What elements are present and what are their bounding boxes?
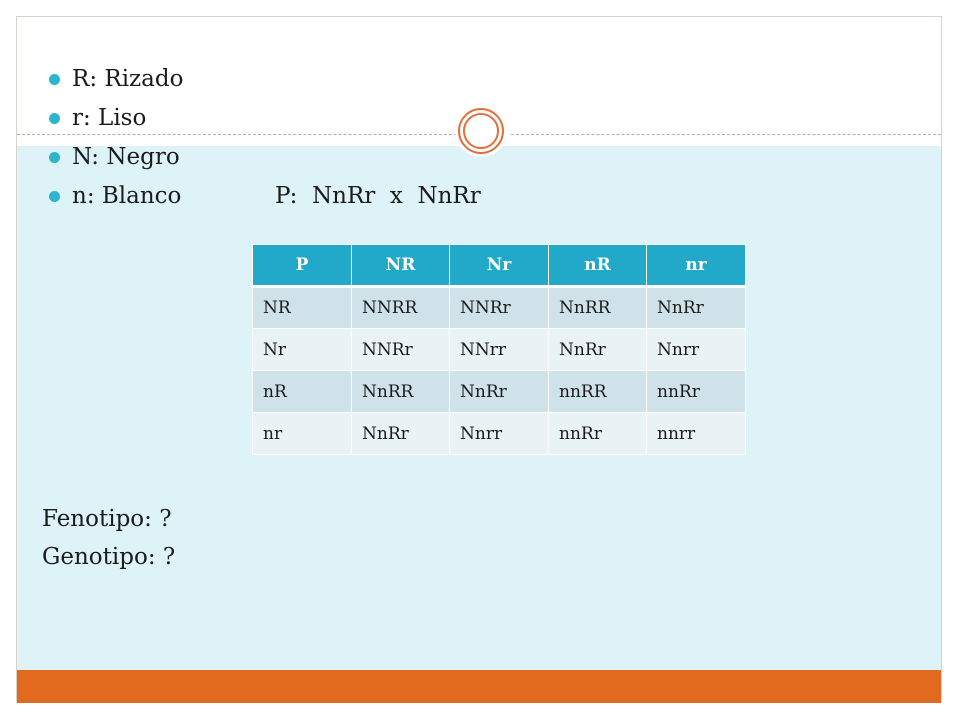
bullet-text: N: Negro [72,144,180,170]
bullet-text: R: Rizado [72,66,184,92]
bullet-item-negro [46,138,183,177]
column-header: nr [647,245,746,287]
title-divider-right [511,134,941,135]
table-cell: Nnrr [647,329,746,371]
table-cell: NR [253,287,352,329]
table-header-row [253,245,746,287]
bullet-text: r: Liso [72,105,147,131]
bullet-dot-icon [49,74,60,85]
bullet-text: n: Blanco [72,183,182,209]
table-cell: NnRR [352,371,450,413]
column-header: nR [549,245,647,287]
table-cell: NNRR [352,287,450,329]
table-row [253,287,746,329]
bullet-dot-icon [49,113,60,124]
punnett-square-table [252,244,746,455]
table-cell: NnRR [549,287,647,329]
questions-block [42,500,175,576]
column-header: P [253,245,352,287]
table-cell: NNRr [352,329,450,371]
bullet-item-rizado [46,60,183,99]
column-header: Nr [450,245,549,287]
table-cell: Nnrr [450,413,549,455]
footer-bar [17,670,941,703]
bullet-dot-icon [49,191,60,202]
table-cell: NnRr [352,413,450,455]
table-cell: NnRr [549,329,647,371]
table-cell: Nr [253,329,352,371]
allele-legend-list [46,60,183,216]
table-cell: NNrr [450,329,549,371]
table-cell: nnRr [549,413,647,455]
table-row [253,329,746,371]
table-cell: nnRr [647,371,746,413]
column-header: NR [352,245,450,287]
table-cell: NnRr [647,287,746,329]
circle-ornament-icon [455,105,507,157]
genotipo-question: Genotipo: ? [42,544,176,570]
table-row [253,413,746,455]
table-row [253,371,746,413]
bullet-item-liso [46,99,183,138]
table-cell: nnRR [549,371,647,413]
table-cell: NnRr [450,371,549,413]
ornament-inner-ring [463,113,499,149]
table-cell: nnrr [647,413,746,455]
fenotipo-question: Fenotipo: ? [42,506,172,532]
table-cell: nr [253,413,352,455]
table-cell: NNRr [450,287,549,329]
bullet-item-blanco [46,177,183,216]
bullet-dot-icon [49,152,60,163]
parental-cross: P: NnRr x NnRr [275,183,481,209]
table-cell: nR [253,371,352,413]
